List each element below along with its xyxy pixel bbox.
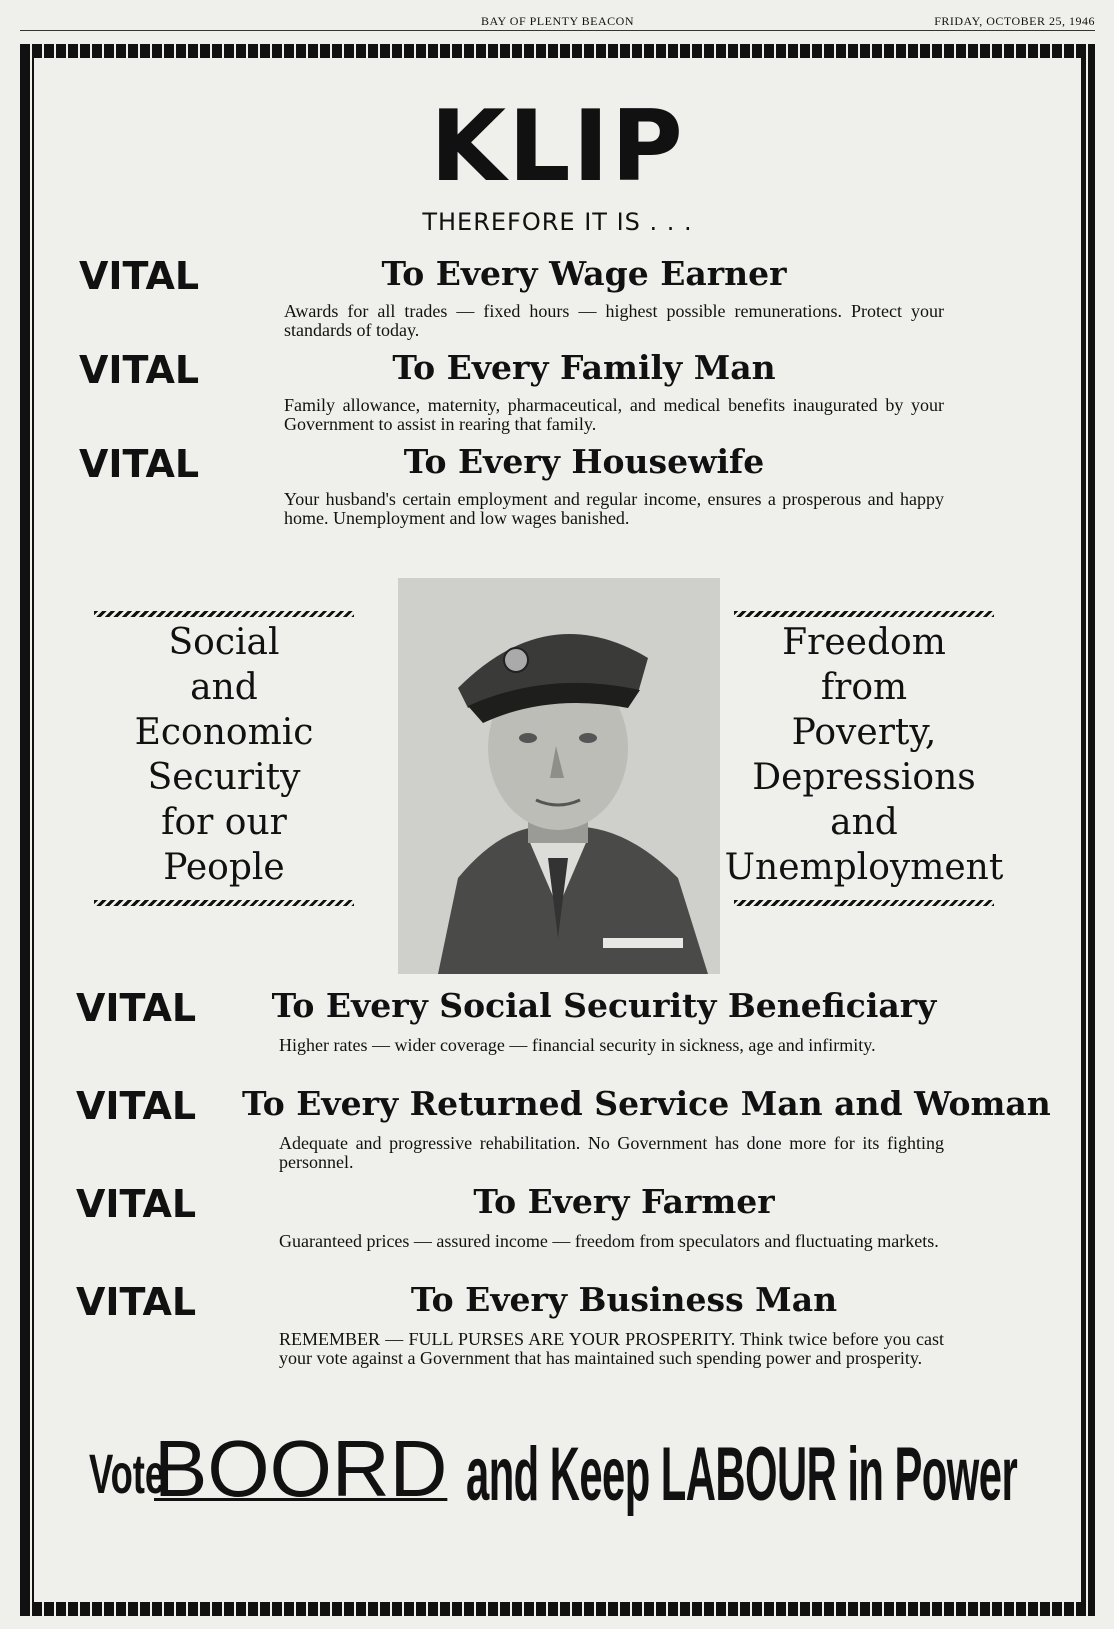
slogan-rest: and Keep LABOUR in Power [466, 1432, 1018, 1517]
wavy-rule-left-bottom [94, 900, 354, 906]
vital-label: VITAL [79, 348, 200, 392]
item-description: Guaranteed prices — assured income — freedom from speculators and fluctuating markets. [279, 1231, 939, 1251]
left-slogan-line: for our [161, 802, 287, 843]
headline-klip: KLIP [430, 90, 685, 204]
item-description: Family allowance, maternity, pharmaceutical, and medical benefits inaugurated by your Government to assist in rearing that family. [284, 395, 944, 434]
wavy-rule-right-bottom [734, 900, 994, 906]
wavy-rule-left-top [94, 611, 354, 617]
item-heading: To Every Business Man [410, 1280, 838, 1319]
right-slogan-line: Poverty, [791, 712, 937, 753]
vital-label: VITAL [76, 1280, 197, 1324]
header-rule [20, 30, 1095, 31]
item-description: Awards for all trades — fixed hours — highest possible remunerations. Protect your standards of today. [284, 301, 944, 340]
right-slogan-line: Freedom [782, 622, 946, 663]
right-slogan-line: from [820, 667, 908, 708]
portrait-illustration [398, 578, 720, 974]
page-header [20, 10, 1095, 30]
vital-label: VITAL [79, 442, 200, 486]
vote-slogan [34, 1423, 1081, 1517]
issue-date: FRIDAY, OCTOBER 25, 1946 [934, 14, 1095, 28]
item-heading: To Every Housewife [403, 442, 765, 481]
right-slogan-line: Unemployment [724, 847, 1004, 888]
candidate-name: BOORD [154, 1424, 448, 1513]
item-heading: To Every Social Security Beneficiary [271, 986, 937, 1025]
right-slogan [724, 620, 1004, 890]
left-slogan [94, 620, 354, 890]
vital-label: VITAL [79, 254, 200, 298]
item-heading: To Every Returned Service Man and Woman [242, 1084, 1051, 1123]
vital-label: VITAL [76, 986, 197, 1030]
vital-label: VITAL [76, 1182, 197, 1226]
item-description: Higher rates — wider coverage — financial security in sickness, age and infirmity. [279, 1035, 876, 1055]
item-heading: To Every Family Man [392, 348, 776, 387]
newspaper-name: BAY OF PLENTY BEACON [480, 14, 634, 28]
right-slogan-line: and [830, 802, 898, 843]
advertisement-frame [20, 44, 1095, 1616]
right-slogan-line: Depressions [752, 757, 976, 798]
subheadline: THEREFORE IT IS . . . [422, 208, 693, 236]
item-description: Adequate and progressive rehabilitation. No Government has done more for its fighting personnel. [279, 1133, 944, 1172]
left-slogan-line: and [190, 667, 258, 708]
item-description: REMEMBER — FULL PURSES ARE YOUR PROSPERITY. Think twice before you cast your vote against a Government that has maintained such spending power and prosperity. [279, 1329, 944, 1368]
left-slogan-line: Social [168, 622, 280, 663]
left-slogan-line: Economic [134, 712, 314, 753]
item-heading: To Every Farmer [473, 1182, 775, 1221]
wavy-rule-right-top [734, 611, 994, 617]
candidate-portrait [398, 578, 720, 974]
left-slogan-line: People [163, 847, 285, 888]
left-slogan-line: Security [147, 757, 301, 798]
item-description: Your husband's certain employment and regular income, ensures a prosperous and happy home. Unemployment and low wages banished. [284, 489, 944, 528]
vital-label: VITAL [76, 1084, 197, 1128]
item-heading: To Every Wage Earner [381, 254, 787, 293]
vote-word: Vote [89, 1442, 166, 1505]
